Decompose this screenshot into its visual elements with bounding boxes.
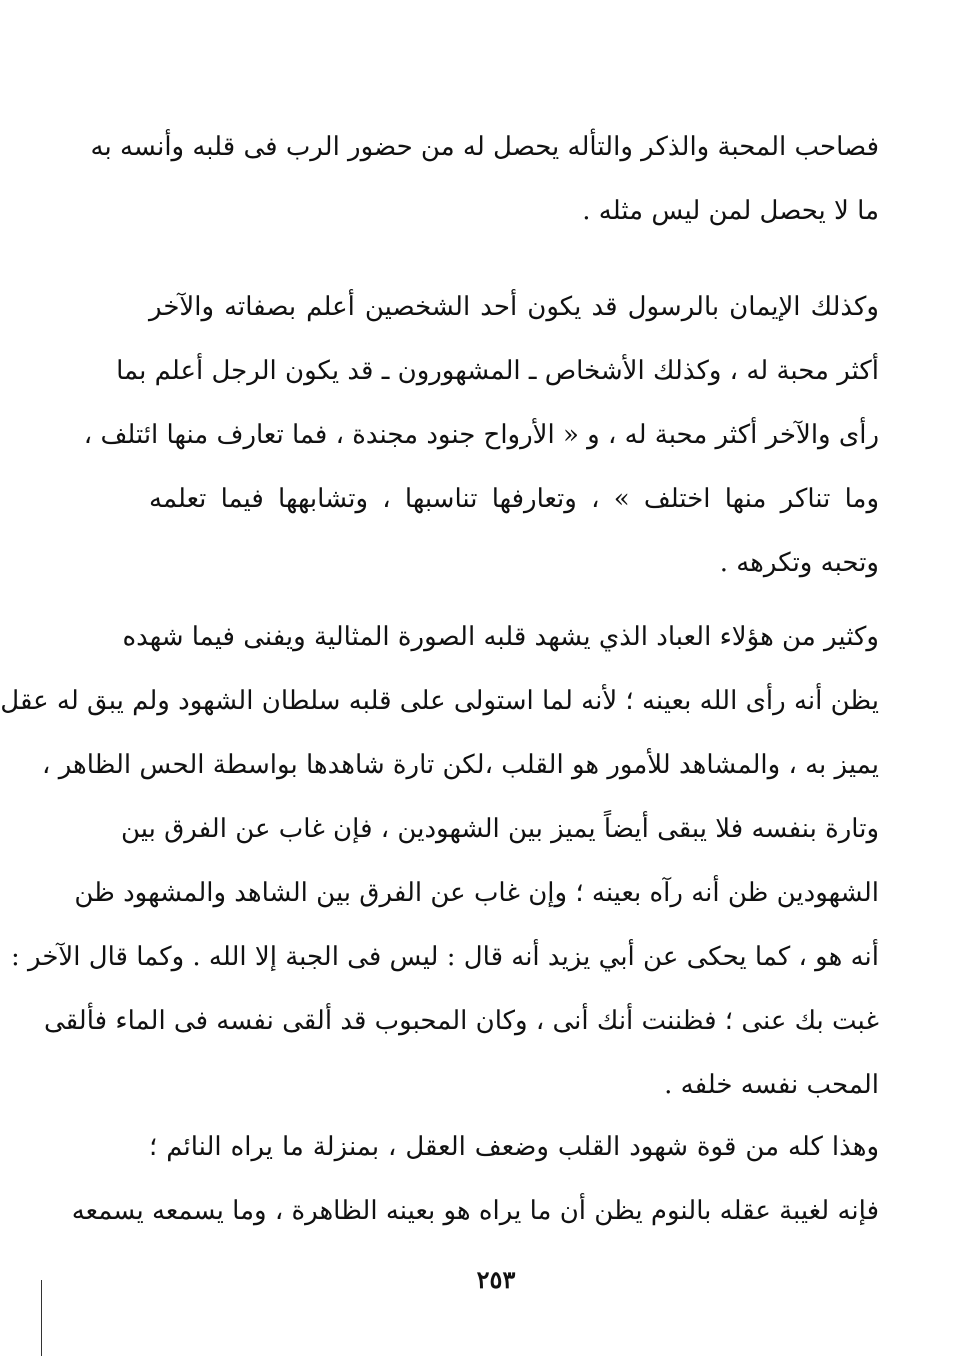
page-number: ٢٥٣ bbox=[476, 1265, 516, 1294]
text-line: يميز به ، والمشاهد للأمور هو القلب ،لكن تارة شاهدها بواسطة الحس الظاهر ، bbox=[42, 750, 879, 780]
text-line: وتحبه وتكرهه . bbox=[719, 548, 879, 578]
text-line: فصاحب المحبة والذكر والتأله يحصل له من حضور الرب فى قلبه وأنسه به bbox=[90, 132, 879, 162]
text-line: المحب نفسه خلفه . bbox=[664, 1070, 879, 1100]
text-line: ما لا يحصل لمن ليس مثله . bbox=[582, 196, 879, 226]
text-line: أكثر محبة له ، وكذلك الأشخاص ـ المشهورون ـ قد يكون الرجل أعلم بما bbox=[116, 356, 879, 386]
text-line: أنه هو ، كما يحكى عن أبي يزيد أنه قال : ليس فى الجبة إلا الله . وكما قال الآخر : bbox=[10, 942, 879, 972]
paragraph-2 bbox=[83, 275, 879, 595]
binding-edge-line bbox=[41, 1280, 42, 1356]
paragraph-1 bbox=[90, 115, 879, 243]
text-line: وكثير من هؤلاء العباد الذي يشهد قلبه الصورة المثالية ويفنى فيما شهده bbox=[122, 622, 879, 652]
text-line: الشهودين ظن أنه رآه بعينه ؛ وإن غاب عن الفرق بين الشاهد والمشهود ظن bbox=[74, 878, 879, 908]
text-line: فإنه لغيبة عقله بالنوم يظن أن ما يراه هو بعينه الظاهرة ، وما يسمعه يسمعه bbox=[71, 1196, 879, 1226]
text-line: وما تناكر منها اختلف » ، وتعارفها تناسبها ، وتشابهها فيما تعلمه bbox=[149, 484, 879, 514]
text-line: وهذا كله من قوة شهود القلب وضعف العقل ، بمنزلة ما يراه النائم ؛ bbox=[149, 1132, 879, 1162]
paragraph-3 bbox=[0, 605, 879, 1117]
text-line: وتارة بنفسه فلا يبقى أيضاً يميز بين الشهودين ، فإن غاب عن الفرق بين bbox=[121, 814, 879, 844]
text-line: يظن أنه رأى الله بعينه ؛ لأنه لما استولى على قلبه سلطان الشهود ولم يبق له عقل bbox=[0, 686, 879, 716]
text-line: غبت بك عنى ؛ فظننت أنك أنى ، وكان المحبوب قد ألقى نفسه فى الماء فألقى bbox=[43, 1006, 879, 1036]
text-line: وكذلك الإيمان بالرسول قد يكون أحد الشخصين أعلم بصفاته والآخر bbox=[149, 292, 879, 322]
text-line: رأى والآخر أكثر محبة له ، و « الأرواح جنود مجندة ، فما تعارف منها ائتلف ، bbox=[83, 420, 879, 450]
paragraph-4 bbox=[71, 1115, 879, 1243]
